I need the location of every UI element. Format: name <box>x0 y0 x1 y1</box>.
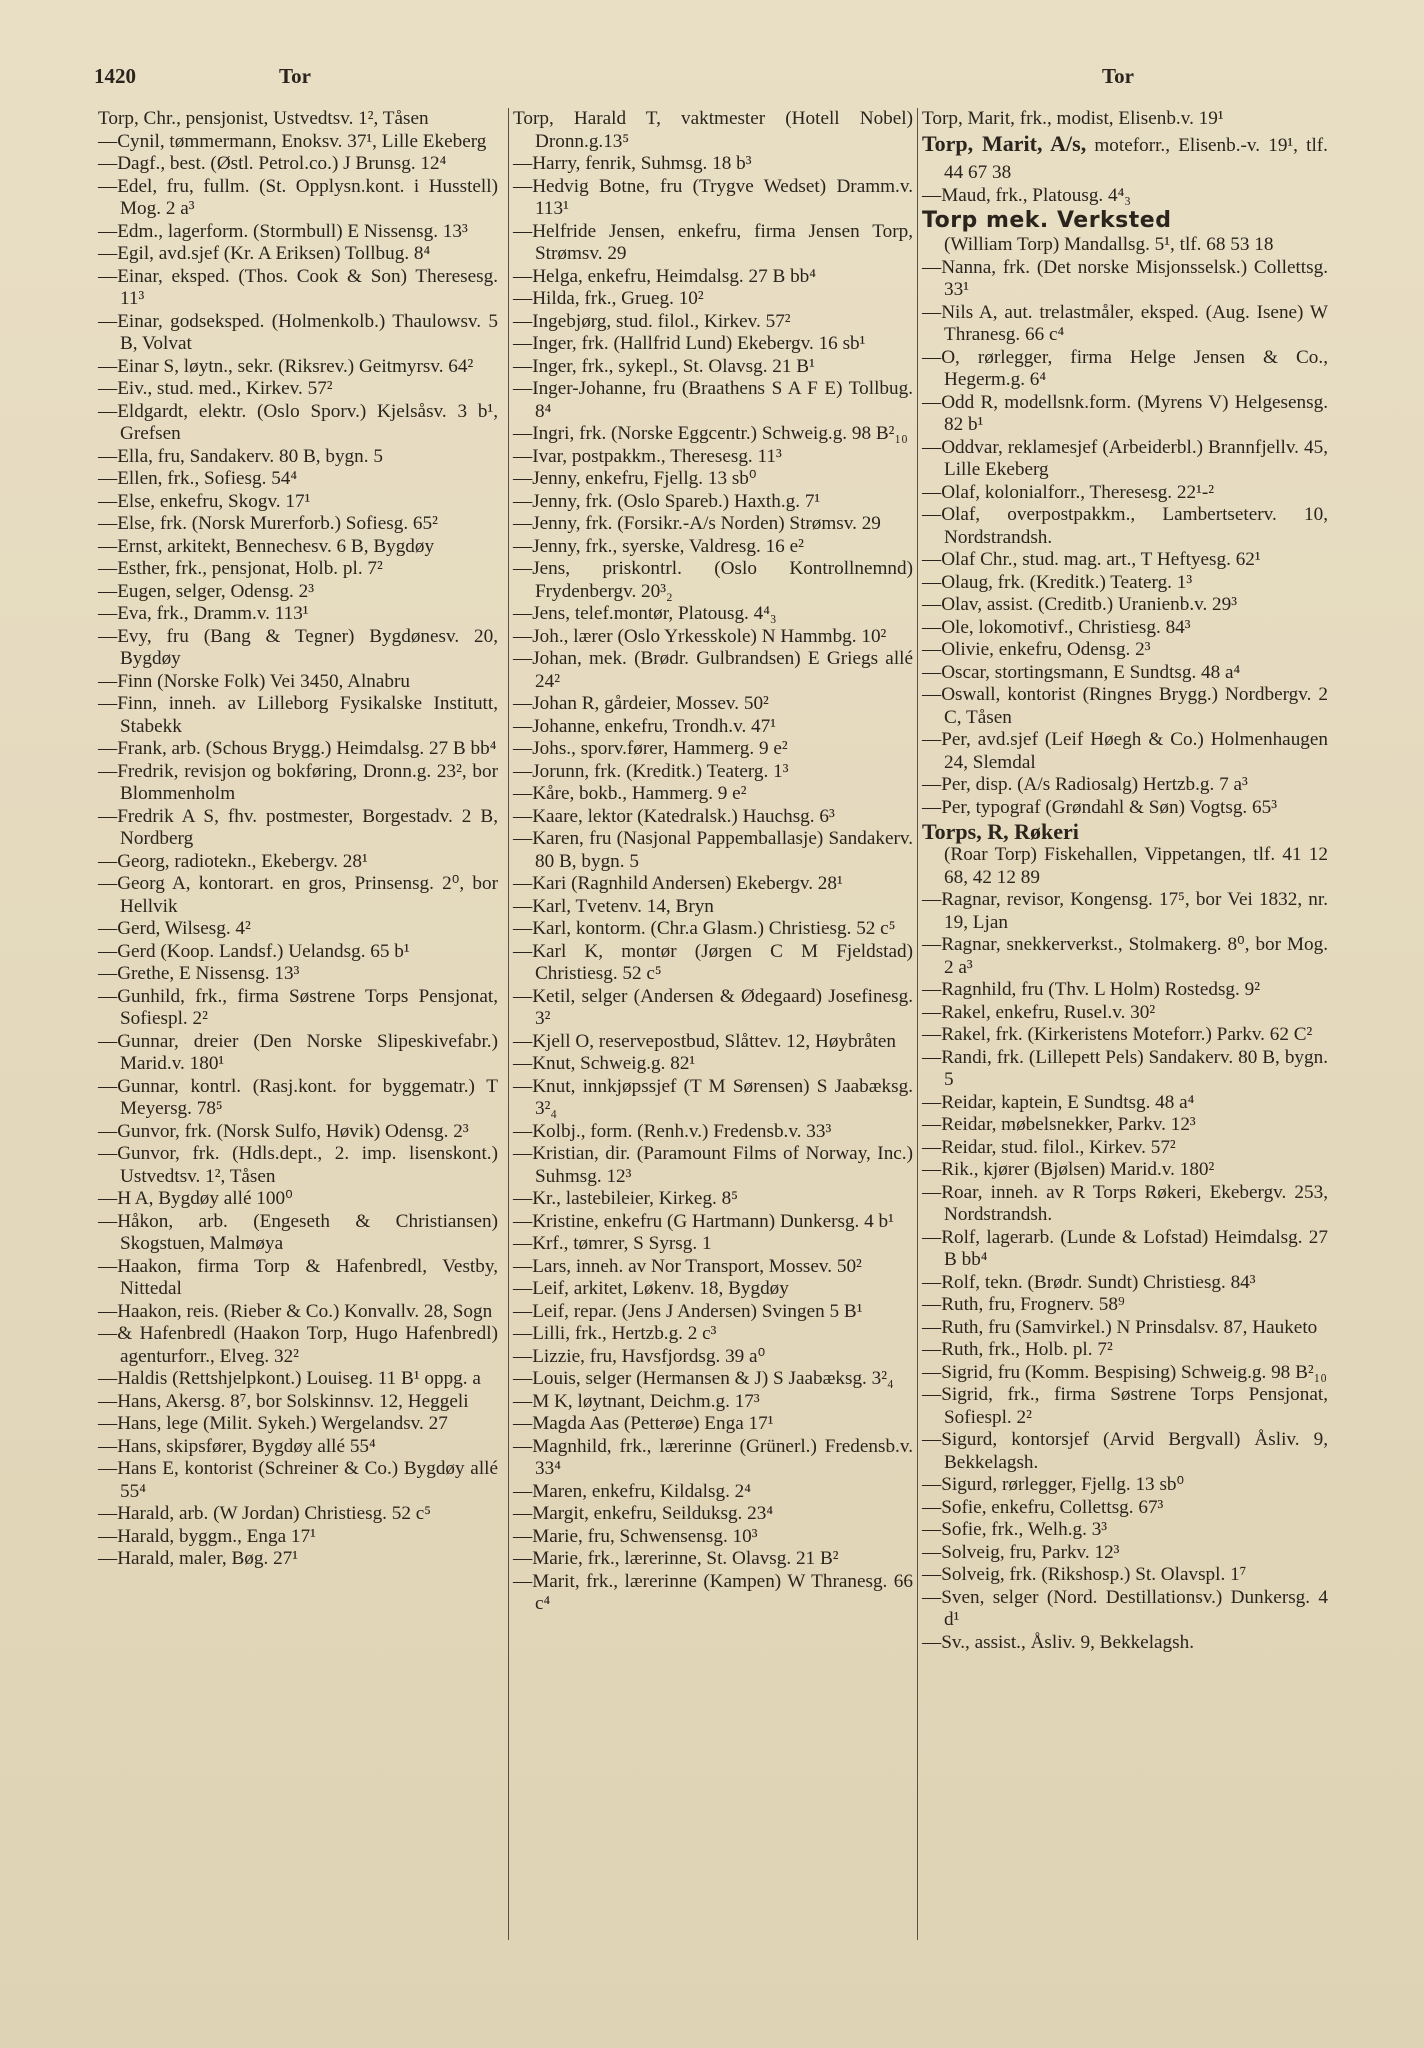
directory-entry: —Marie, fru, Schwensensg. 10³ <box>513 1525 758 1547</box>
header-word-right: Tor <box>1102 64 1134 88</box>
directory-entry: —Harald, byggm., Enga 17¹ <box>98 1525 316 1547</box>
directory-entry: —Odd R, modellsnk.form. (Myrens V) Helgesensg. 82 b¹ <box>922 391 1328 435</box>
directory-entry: —Helga, enkefru, Heimdalsg. 27 B bb⁴ <box>513 265 816 287</box>
directory-entry: —Georg, radiotekn., Ekebergv. 28¹ <box>98 850 368 872</box>
directory-entry: —Grethe, E Nissensg. 13³ <box>98 963 300 984</box>
directory-entry: —Sigurd, rørlegger, Fjellg. 13 sb⁰ <box>922 1474 1185 1495</box>
directory-entry: —Kjell O, reservepostbud, Slåttev. 12, Høybråten <box>513 1030 896 1052</box>
directory-entry: —Edm., lagerform. (Stormbull) E Nissensg. 13³ <box>98 220 468 242</box>
directory-entry: —Gerd (Koop. Landsf.) Uelandsg. 65 b¹ <box>98 940 410 962</box>
directory-entry: —Per, disp. (A/s Radiosalg) Hertzb.g. 7 a³ <box>922 774 1248 795</box>
directory-entry: —Inger, frk., sykepl., St. Olavsg. 21 B¹ <box>513 355 815 377</box>
directory-entry: —Rik., kjører (Bjølsen) Marid.v. 180² <box>922 1159 1215 1180</box>
directory-entry: —Jenny, enkefru, Fjellg. 13 sb⁰ <box>513 468 757 489</box>
directory-entry: —Per, typograf (Grøndahl & Søn) Vogtsg. 65³ <box>922 796 1277 818</box>
directory-entry: —Ingebjørg, stud. filol., Kirkev. 57² <box>513 310 791 332</box>
directory-entry: —Sv., assist., Åsliv. 9, Bekkelagsh. <box>922 1631 1194 1653</box>
directory-entry: —Ruth, fru, Frognerv. 58⁹ <box>922 1294 1125 1315</box>
directory-entry: —Finn (Norske Folk) Vei 3450, Alnabru <box>98 670 410 692</box>
directory-entry: —Lars, inneh. av Nor Transport, Mossev. 50² <box>513 1255 862 1277</box>
directory-entry: —Nanna, frk. (Det norske Misjonsselsk.) Collettsg. 33¹ <box>922 256 1328 300</box>
directory-entry: —Rakel, enkefru, Rusel.v. 30² <box>922 1001 1156 1023</box>
directory-entry: —Lizzie, fru, Havsfjordsg. 39 a⁰ <box>513 1345 766 1367</box>
directory-entry: —Magnhild, frk., lærerinne (Grünerl.) Fredensb.v. 33⁴ <box>513 1435 913 1479</box>
directory-entry: —Gunvor, frk. (Hdls.dept., 2. imp. lisenskont.) Ustvedtsv. 1², Tåsen <box>98 1143 498 1187</box>
directory-entry: Torp, Marit, frk., modist, Elisenb.v. 19¹ <box>922 108 1224 129</box>
directory-entry: —Rolf, lagerarb. (Lunde & Lofstad) Heimdalsg. 27 B bb⁴ <box>922 1226 1328 1270</box>
directory-entry: —Olaf, overpostpakkm., Lambertseterv. 10, Nordstrandsh. <box>922 504 1328 548</box>
column-1 <box>94 108 498 1940</box>
entry-heading: Torp, Marit, A/s, <box>922 130 1087 156</box>
directory-entry: —Hans, lege (Milit. Sykeh.) Wergelandsv. 27 <box>98 1413 448 1434</box>
directory-entry: —Johanne, enkefru, Trondh.v. 47¹ <box>513 715 776 737</box>
directory-entry: —Karl, kontorm. (Chr.a Glasm.) Christiesg. 52 c⁵ <box>513 918 896 939</box>
directory-entry: —Haldis (Rettshjelpkont.) Louiseg. 11 B¹ oppg. a <box>98 1368 481 1389</box>
header-word-left: Tor <box>279 64 311 88</box>
directory-entry: —Hans, skipsfører, Bygdøy allé 55⁴ <box>98 1435 376 1457</box>
directory-entry: —Gunvor, frk. (Norsk Sulfo, Høvik) Odensg. 2³ <box>98 1120 469 1142</box>
directory-entry: —Kolbj., form. (Renh.v.) Fredensb.v. 33³ <box>513 1120 832 1142</box>
directory-entry: —Eva, frk., Dramm.v. 113¹ <box>98 603 309 624</box>
directory-entry: —Jenny, frk. (Oslo Spareb.) Haxth.g. 7¹ <box>513 490 821 512</box>
directory-entry: —Jenny, frk., syerske, Valdresg. 16 e² <box>513 535 804 557</box>
directory-entry: —Olav, assist. (Creditb.) Uranienb.v. 29³ <box>922 594 1237 615</box>
directory-entry: —Solveig, fru, Parkv. 12³ <box>922 1541 1120 1563</box>
directory-entry: —Harry, fenrik, Suhmsg. 18 b³ <box>513 153 752 174</box>
directory-entry: —Einar, eksped. (Thos. Cook & Son) Theresesg. 11³ <box>98 265 498 309</box>
directory-entry: —Hans E, kontorist (Schreiner & Co.) Bygdøy allé 55⁴ <box>98 1458 498 1502</box>
directory-entry: —Hilda, frk., Grueg. 10² <box>513 288 704 309</box>
directory-entry: —Eiv., stud. med., Kirkev. 57² <box>98 378 333 399</box>
directory-entry: —Olaug, frk. (Kreditk.) Teaterg. 1³ <box>922 571 1193 593</box>
directory-entry: —Harald, maler, Bøg. 27¹ <box>98 1548 299 1569</box>
directory-entry: —Johs., sporv.fører, Hammerg. 9 e² <box>513 738 788 759</box>
directory-entry: —Eldgardt, elektr. (Oslo Sporv.) Kjelsåsv. 3 b¹, Grefsen <box>98 400 498 444</box>
directory-entry: —Else, enkefru, Skogv. 17¹ <box>98 490 311 512</box>
directory-entry: —Hans, Akersg. 8⁷, bor Solskinnsv. 12, Heggeli <box>98 1390 469 1412</box>
directory-entry: —Kaare, lektor (Katedralsk.) Hauchsg. 6³ <box>513 805 835 827</box>
directory-entry: —Knut, innkjøpssjef (T M Sørensen) S Jaabæksg. 3²₄ <box>513 1075 913 1119</box>
directory-entry: —Ragnar, snekkerverkst., Stolmakerg. 8⁰, bor Mog. 2 a³ <box>922 934 1328 978</box>
directory-entry: —Maud, frk., Platousg. 4⁴₃ <box>922 184 1131 206</box>
directory-entry: —Per, avd.sjef (Leif Høegh & Co.) Holmenhaugen 24, Slemdal <box>922 729 1328 773</box>
directory-entry: —Olaf Chr., stud. mag. art., T Heftyesg. 62¹ <box>922 549 1261 570</box>
directory-entry: —Fredrik, revisjon og bokføring, Dronn.g. 23², bor Blommenholm <box>98 760 498 804</box>
directory-entry: —Nils A, aut. trelastmåler, eksped. (Aug. Isene) W Thranesg. 66 c⁴ <box>922 301 1328 345</box>
directory-entry <box>922 819 1328 844</box>
directory-entry: —Ellen, frk., Sofiesg. 54⁴ <box>98 468 298 489</box>
directory-entry: —Johan, mek. (Brødr. Gulbrandsen) E Griegs allé 24² <box>513 648 913 692</box>
directory-entry: —Oscar, stortingsmann, E Sundtsg. 48 a⁴ <box>922 661 1241 683</box>
directory-entry: —Reidar, kaptein, E Sundtsg. 48 a⁴ <box>922 1091 1195 1113</box>
directory-entry: —Jenny, frk. (Forsikr.-A/s Norden) Strømsv. 29 <box>513 513 881 534</box>
directory-entry: —Marie, frk., lærerinne, St. Olavsg. 21 B² <box>513 1548 839 1569</box>
directory-entry: —Ruth, frk., Holb. pl. 7² <box>922 1339 1113 1360</box>
directory-entry: —Gunnar, kontrl. (Rasj.kont. for byggematr.) T Meyersg. 78⁵ <box>98 1075 498 1119</box>
directory-entry: —Reidar, stud. filol., Kirkev. 57² <box>922 1136 1176 1158</box>
directory-entry: —Reidar, møbelsnekker, Parkv. 12³ <box>922 1114 1196 1135</box>
directory-entry: —Gunhild, frk., firma Søstrene Torps Pensjonat, Sofiespl. 2² <box>98 985 498 1029</box>
directory-entry: —Ivar, postpakkm., Theresesg. 11³ <box>513 445 782 467</box>
directory-entry: —Rolf, tekn. (Brødr. Sundt) Christiesg. 84³ <box>922 1271 1256 1293</box>
directory-entry: Torp, Marit, A/s, moteforr., Elisenb.-v. 19¹, tlf. 44 67 38 <box>922 130 1328 183</box>
page-number: 1420 <box>94 64 136 88</box>
directory-entry: —Sigrid, fru (Komm. Bespising) Schweig.g. 98 B²₁₀ <box>922 1361 1327 1383</box>
directory-entry: —Ruth, fru (Samvirkel.) N Prinsdalsv. 87, Hauketo <box>922 1316 1318 1338</box>
directory-entry: —Roar, inneh. av R Torps Røkeri, Ekebergv. 253, Nordstrandsh. <box>922 1181 1328 1225</box>
directory-entry: —Johan R, gårdeier, Mossev. 50² <box>513 693 769 714</box>
directory-entry: —Margit, enkefru, Seilduksg. 23⁴ <box>513 1503 774 1524</box>
directory-entry: —Joh., lærer (Oslo Yrkesskole) N Hammbg. 10² <box>513 625 887 647</box>
directory-entry: —Ketil, selger (Andersen & Ødegaard) Josefinesg. 3² <box>513 985 913 1029</box>
directory-entry: —Einar S, løytn., sekr. (Riksrev.) Geitmyrsv. 64² <box>98 355 474 377</box>
directory-entry: —Leif, arkitet, Løkenv. 18, Bygdøy <box>513 1278 789 1299</box>
directory-entry: (Roar Torp) Fiskehallen, Vippetangen, tlf. 41 12 68, 42 12 89 <box>944 844 1328 888</box>
directory-entry: —Haakon, firma Torp & Hafenbredl, Vestby, Nittedal <box>98 1255 498 1299</box>
directory-entry: —Sofie, frk., Welh.g. 3³ <box>922 1519 1108 1540</box>
directory-entry: —Finn, inneh. av Lilleborg Fysikalske Institutt, Stabekk <box>98 693 498 737</box>
directory-entry: —Knut, Schweig.g. 82¹ <box>513 1053 696 1074</box>
directory-entry: —Eugen, selger, Odensg. 2³ <box>98 580 314 602</box>
directory-entry: —M K, løytnant, Deichm.g. 17³ <box>513 1390 760 1412</box>
directory-entry: —Kåre, bokb., Hammerg. 9 e² <box>513 783 747 804</box>
directory-entry: —Karen, fru (Nasjonal Pappemballasje) Sandakerv. 80 B, bygn. 5 <box>513 828 913 872</box>
directory-entry: —Håkon, arb. (Engeseth & Christiansen) Skogstuen, Malmøya <box>98 1210 498 1254</box>
directory-entry: —Jorunn, frk. (Kreditk.) Teaterg. 1³ <box>513 760 789 782</box>
directory-entry: —Sofie, enkefru, Collettsg. 67³ <box>922 1496 1164 1518</box>
page-header <box>94 64 1364 94</box>
directory-entry: —Magda Aas (Petterøe) Enga 17¹ <box>513 1413 774 1434</box>
directory-entry: —Ingri, frk. (Norske Eggcentr.) Schweig.g. 98 B²₁₀ <box>513 423 908 444</box>
directory-entry: —Cynil, tømmermann, Enoksv. 37¹, Lille Ekeberg <box>98 130 487 152</box>
directory-entry: —O, rørlegger, firma Helge Jensen & Co., Hegerm.g. 6⁴ <box>922 346 1328 390</box>
directory-entry: —Leif, repar. (Jens J Andersen) Svingen 5 B¹ <box>513 1300 863 1322</box>
directory-entry: —Solveig, frk. (Rikshosp.) St. Olavspl. 1⁷ <box>922 1564 1247 1585</box>
directory-entry: —Louis, selger (Hermansen & J) S Jaabæksg. 3²₄ <box>513 1368 894 1389</box>
directory-entry: —Sven, selger (Nord. Destillationsv.) Dunkersg. 4 d¹ <box>922 1586 1328 1630</box>
directory-entry: —Karl K, montør (Jørgen C M Fjeldstad) Christiesg. 52 c⁵ <box>513 940 913 984</box>
directory-entry: —Inger, frk. (Hallfrid Lund) Ekebergv. 16 sb¹ <box>513 333 866 354</box>
directory-entry: —Edel, fru, fullm. (St. Opplysn.kont. i Husstell) Mog. 2 a³ <box>98 175 498 219</box>
directory-entry: —Else, frk. (Norsk Murerforb.) Sofiesg. 65² <box>98 513 438 534</box>
directory-entry: —Marit, frk., lærerinne (Kampen) W Thranesg. 66 c⁴ <box>513 1570 913 1614</box>
directory-entry: —Krf., tømrer, S Syrsg. 1 <box>513 1233 712 1254</box>
directory-entry: —Georg A, kontorart. en gros, Prinsensg. 2⁰, bor Hellvik <box>98 873 498 917</box>
directory-entry: —Maren, enkefru, Kildalsg. 2⁴ <box>513 1480 751 1502</box>
directory-entry: —Oswall, kontorist (Ringnes Brygg.) Nordbergv. 2 C, Tåsen <box>922 684 1328 728</box>
directory-entry: —Rakel, frk. (Kirkeristens Moteforr.) Parkv. 62 C² <box>922 1024 1313 1045</box>
directory-entry: —Randi, frk. (Lillepett Pels) Sandakerv. 80 B, bygn. 5 <box>922 1046 1328 1090</box>
directory-entry: —Evy, fru (Bang & Tegner) Bygdønesv. 20, Bygdøy <box>98 625 498 669</box>
directory-entry: —Gunnar, dreier (Den Norske Slipeskivefabr.) Marid.v. 180¹ <box>98 1030 498 1074</box>
directory-entry: —Sigurd, kontorsjef (Arvid Bergvall) Åsliv. 9, Bekkelagsh. <box>922 1429 1328 1473</box>
directory-entry: —Haakon, reis. (Rieber & Co.) Konvallv. 28, Sogn <box>98 1300 493 1322</box>
directory-entry: —Frank, arb. (Schous Brygg.) Heimdalsg. 27 B bb⁴ <box>98 738 497 759</box>
directory-entry: —& Hafenbredl (Haakon Torp, Hugo Hafenbredl) agenturforr., Elveg. 32² <box>98 1323 498 1367</box>
directory-entry: —Fredrik A S, fhv. postmester, Borgestadv. 2 B, Nordberg <box>98 805 498 849</box>
directory-entry: —Jens, telef.montør, Platousg. 4⁴₃ <box>513 603 777 624</box>
directory-entry: —Helfride Jensen, enkefru, firma Jensen Torp, Strømsv. 29 <box>513 220 913 264</box>
directory-entry: —Kari (Ragnhild Andersen) Ekebergv. 28¹ <box>513 873 843 894</box>
directory-entry: —Karl, Tvetenv. 14, Bryn <box>513 895 714 917</box>
directory-entry: Torp, Chr., pensjonist, Ustvedtsv. 1², Tåsen <box>98 108 429 129</box>
directory-entry: —Ragnar, revisor, Kongensg. 17⁵, bor Vei 1832, nr. 19, Ljan <box>922 889 1328 933</box>
entry-heading: Torps, R, Røkeri <box>922 819 1079 844</box>
directory-entry: —Harald, arb. (W Jordan) Christiesg. 52 c⁵ <box>98 1503 431 1524</box>
directory-entry: —Hedvig Botne, fru (Trygve Wedset) Dramm.v. 113¹ <box>513 175 913 219</box>
directory-entry: —Egil, avd.sjef (Kr. A Eriksen) Tollbug. 8⁴ <box>98 243 431 264</box>
directory-entry: —Kr., lastebileier, Kirkeg. 8⁵ <box>513 1188 738 1209</box>
directory-entry: —Gerd, Wilsesg. 4² <box>98 918 251 939</box>
directory-entry: —H A, Bygdøy allé 100⁰ <box>98 1188 293 1209</box>
directory-entry: —Einar, godseksped. (Holmenkolb.) Thaulowsv. 5 B, Volvat <box>98 310 498 354</box>
directory-entry: Torp, Harald T, vaktmester (Hotell Nobel) Dronn.g.13⁵ <box>513 108 913 152</box>
directory-entry: (William Torp) Mandallsg. 5¹, tlf. 68 53 18 <box>944 234 1274 255</box>
directory-entry: —Sigrid, frk., firma Søstrene Torps Pensjonat, Sofiespl. 2² <box>922 1384 1328 1428</box>
directory-entry: —Ernst, arkitekt, Bennechesv. 6 B, Bygdøy <box>98 535 435 557</box>
directory-entry: —Oddvar, reklamesjef (Arbeiderbl.) Brannfjellv. 45, Lille Ekeberg <box>922 436 1328 480</box>
directory-entry: —Olaf, kolonialforr., Theresesg. 22¹‑² <box>922 481 1214 503</box>
directory-entry: —Ole, lokomotivf., Christiesg. 84³ <box>922 616 1191 638</box>
column-3 <box>917 108 1328 1940</box>
directory-entry: —Inger-Johanne, fru (Braathens S A F E) Tollbug. 8⁴ <box>513 378 913 422</box>
column-2 <box>508 108 913 1940</box>
directory-entry: —Ella, fru, Sandakerv. 80 B, bygn. 5 <box>98 445 383 467</box>
directory-entry: Torp mek. Verksted <box>922 208 1172 233</box>
directory-entry: —Dagf., best. (Østl. Petrol.co.) J Brunsg. 12⁴ <box>98 153 447 174</box>
directory-entry: —Jens, priskontrl. (Oslo Kontrollnemnd) Frydenbergv. 20³₂ <box>513 558 913 602</box>
directory-entry: —Kristine, enkefru (G Hartmann) Dunkersg. 4 b¹ <box>513 1210 894 1232</box>
directory-entry: —Ragnhild, fru (Thv. L Holm) Rostedsg. 9² <box>922 979 1260 1000</box>
directory-entry: —Kristian, dir. (Paramount Films of Norway, Inc.) Suhmsg. 12³ <box>513 1143 913 1187</box>
directory-entry: —Esther, frk., pensjonat, Holb. pl. 7² <box>98 558 383 579</box>
directory-entry: —Olivie, enkefru, Odensg. 2³ <box>922 639 1151 660</box>
directory-entry: —Lilli, frk., Hertzb.g. 2 c³ <box>513 1323 717 1344</box>
